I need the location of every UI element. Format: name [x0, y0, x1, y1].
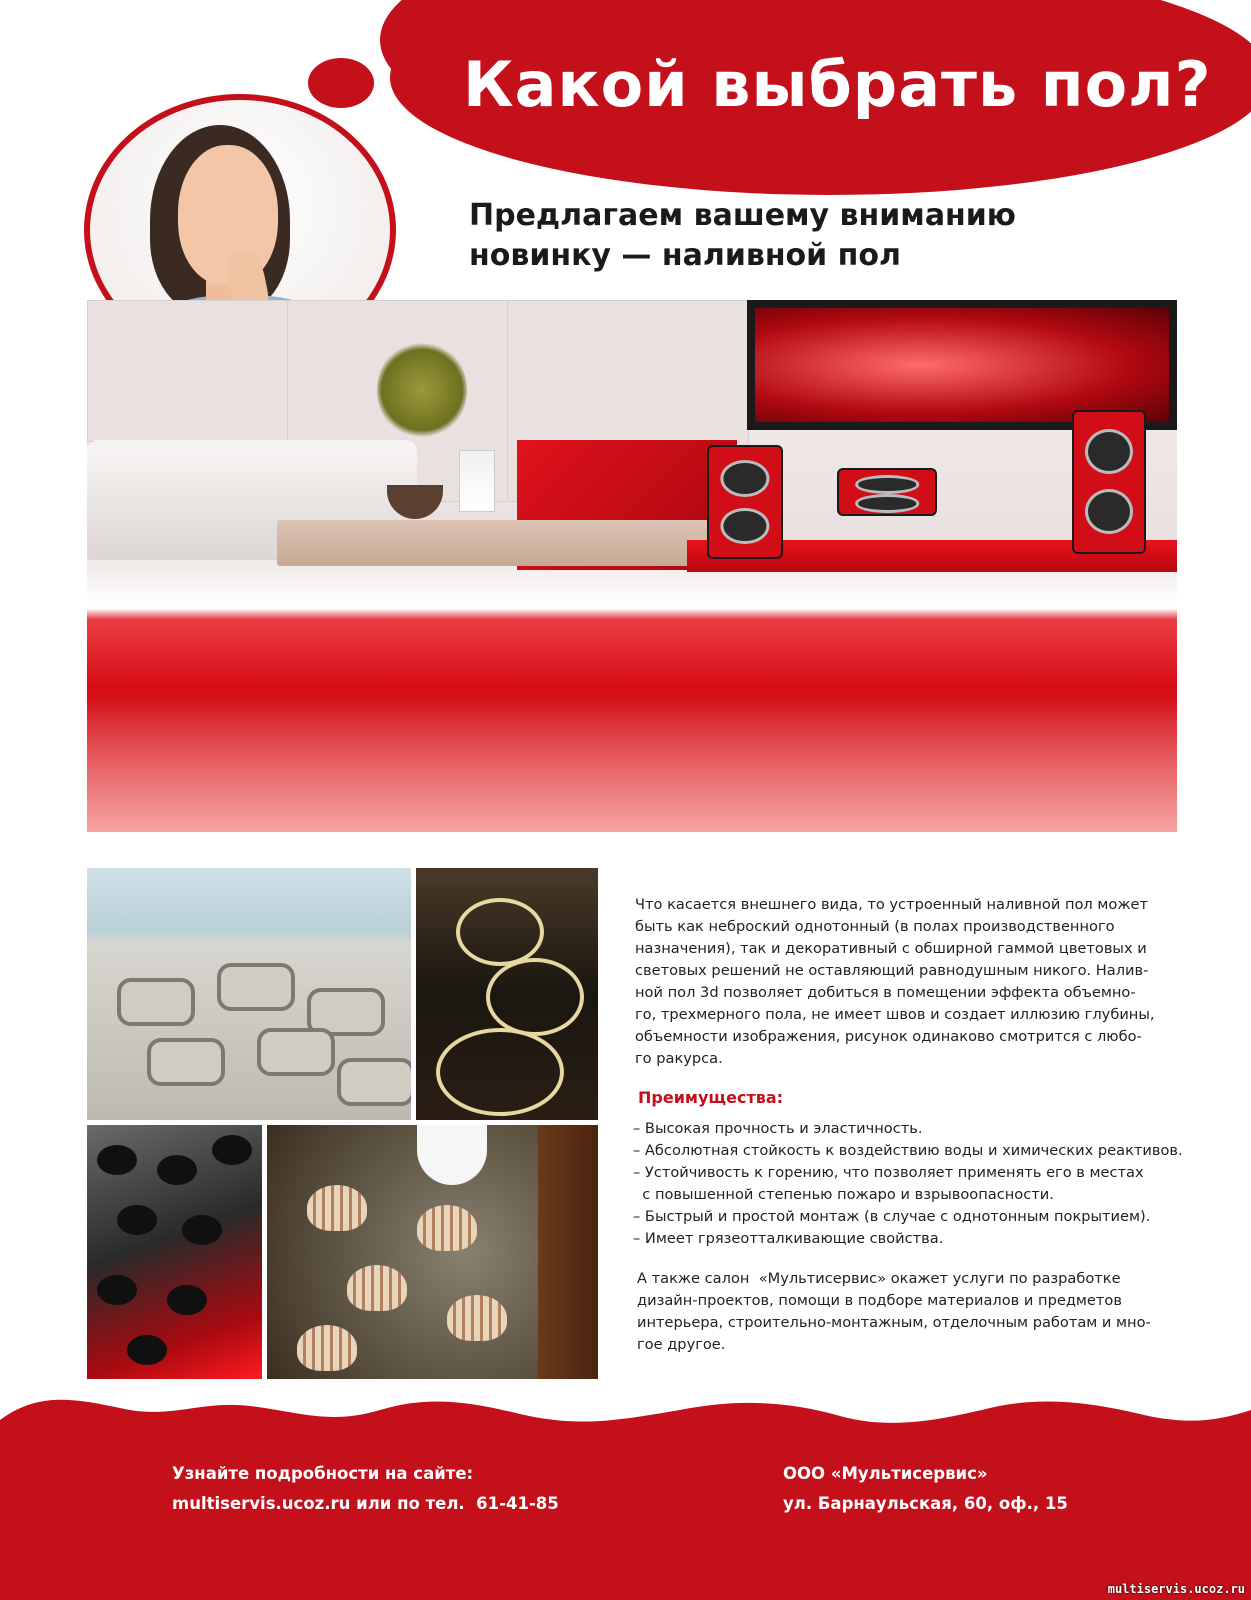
subtitle-line-1: Предлагаем вашему вниманию — [469, 198, 1016, 233]
page-subtitle — [469, 196, 1016, 276]
description-line: го ракурса. — [635, 1050, 723, 1067]
advantage-item: – Имеет грязеотталкивающие свойства. — [633, 1230, 944, 1247]
salon-services — [637, 1268, 1197, 1356]
red-glossy-floor-living-room — [87, 300, 1177, 832]
description-line: ной пол 3d позволяет добиться в помещении эффекта объемно- — [635, 984, 1136, 1001]
salon-line: дизайн-проектов, помощи в подборе материалов и предметов — [637, 1292, 1122, 1309]
advantage-item: – Быстрый и простой монтаж (в случае с однотонным покрытием). — [633, 1208, 1151, 1225]
advantages-heading: Преимущества: — [638, 1088, 784, 1107]
watermark: multiservis.ucoz.ru — [1107, 1582, 1245, 1596]
advantage-item: – Абсолютная стойкость к воздействию воды и химических реактивов. — [633, 1142, 1183, 1159]
footer-company-name: ООО «Мультисервис» — [783, 1464, 988, 1483]
description-line: объемности изображения, рисунок одинаково смотрится с любо- — [635, 1028, 1142, 1045]
description-line: быть как неброский однотонный (в полах производственного — [635, 918, 1115, 935]
description-line: световых решений не оставляющий равнодушным никого. Налив- — [635, 962, 1149, 979]
footer-contact — [172, 1459, 559, 1519]
floor-description — [635, 894, 1195, 1070]
salon-line: А также салон «Мультисервис» окажет услуги по разработке — [637, 1270, 1121, 1287]
footer-company — [783, 1459, 1068, 1519]
salon-line: интерьера, строительно-монтажным, отделочным работам и мно- — [637, 1314, 1151, 1331]
advantage-item: – Устойчивость к горению, что позволяет применять его в местах — [633, 1164, 1144, 1181]
advantages-list — [633, 1118, 1213, 1250]
footer-address: ул. Барнаульская, 60, оф., 15 — [783, 1494, 1068, 1513]
subtitle-line-2: новинку — наливной пол — [469, 238, 901, 273]
footer-website-label: Узнайте подробности на сайте: — [172, 1464, 474, 1483]
advantage-item: – Высокая прочность и эластичность. — [633, 1120, 923, 1137]
description-line: Что касается внешнего вида, то устроенный наливной пол может — [635, 896, 1148, 913]
description-line: назначения), так и декоративный с обширной гаммой цветовых и — [635, 940, 1147, 957]
description-line: го, трехмерного пола, не имеет швов и создает иллюзию глубины, — [635, 1006, 1155, 1023]
page-title: Какой выбрать пол? — [463, 48, 1212, 121]
salon-line: гое другое. — [637, 1336, 726, 1353]
dark-floral-floor — [416, 868, 598, 1120]
3d-puzzle-floor — [87, 868, 411, 1120]
black-red-dots-floor — [87, 1125, 262, 1379]
thought-bubble-large — [308, 58, 374, 108]
advantage-item: с повышенной степенью пожаро и взрывоопасности. — [633, 1186, 1054, 1203]
footer-website-phone: multiservis.ucoz.ru или по тел. 61-41-85 — [172, 1494, 559, 1513]
seashell-3d-bathroom-floor — [267, 1125, 598, 1379]
